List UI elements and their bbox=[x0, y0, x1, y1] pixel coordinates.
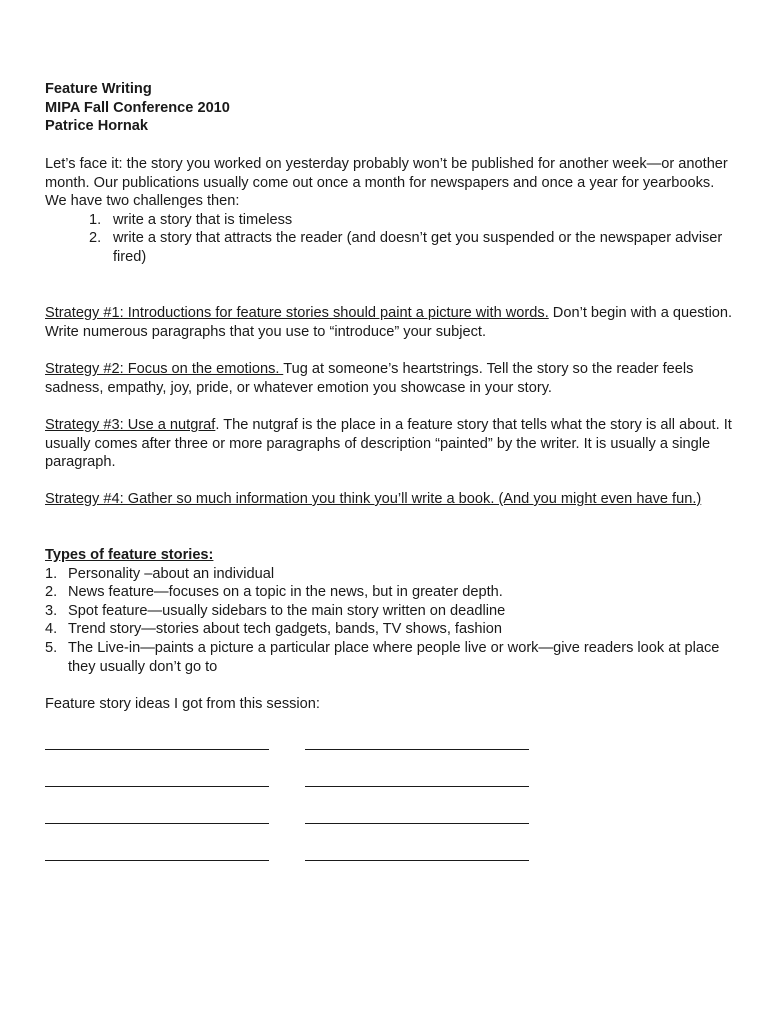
list-number: 2. bbox=[45, 584, 58, 601]
strategy-3 bbox=[45, 416, 735, 472]
blank-line bbox=[45, 809, 269, 824]
strategy-heading: Strategy #4: Gather so much information you think you’ll write a book. (And you might even have fun.) bbox=[45, 491, 702, 507]
list-number: 5. bbox=[45, 639, 58, 656]
list-number: 1. bbox=[45, 565, 58, 582]
section-heading: Types of feature stories: bbox=[45, 547, 214, 563]
list-number: 1. bbox=[89, 211, 102, 228]
blank-line bbox=[305, 846, 529, 861]
blank-row bbox=[45, 735, 565, 772]
blank-line bbox=[305, 772, 529, 787]
list-item bbox=[45, 583, 735, 602]
intro-paragraph: Let’s face it: the story you worked on yesterday probably won’t be published for another week—or another month. Our publications usually come out once a month for newspapers and once a year for yearbooks. bbox=[45, 156, 728, 191]
list-number: 3. bbox=[45, 602, 58, 619]
strategy-1 bbox=[45, 304, 735, 341]
blank-line bbox=[45, 772, 269, 787]
list-text: Spot feature—usually sidebars to the main story written on deadline bbox=[68, 602, 506, 619]
strategy-body: Don’t begin with a question. Write numerous paragraphs that you use to “introduce” your subject. bbox=[45, 305, 733, 340]
conference-name: MIPA Fall Conference 2010 bbox=[45, 99, 230, 116]
list-item bbox=[45, 620, 735, 639]
strategy-heading: Strategy #2: Focus on the emotions. bbox=[45, 361, 284, 377]
list-item bbox=[45, 229, 735, 266]
intro-section bbox=[45, 155, 735, 267]
list-text: write a story that is timeless bbox=[113, 211, 293, 228]
list-number: 2. bbox=[89, 230, 102, 247]
feature-types-list bbox=[45, 565, 735, 677]
list-text: Trend story—stories about tech gadgets, bands, TV shows, fashion bbox=[68, 621, 502, 638]
idea-blank-lines bbox=[45, 735, 565, 883]
author-name: Patrice Hornak bbox=[45, 118, 149, 135]
challenges-list bbox=[45, 211, 735, 267]
blank-row bbox=[45, 809, 565, 846]
blank-line bbox=[305, 735, 529, 750]
list-number: 4. bbox=[45, 621, 58, 638]
blank-line bbox=[305, 809, 529, 824]
strategy-heading: Strategy #1: Introductions for feature stories should paint a picture with words. bbox=[45, 305, 549, 321]
document-title: Feature Writing bbox=[45, 81, 152, 97]
strategy-4 bbox=[45, 490, 735, 509]
blank-line bbox=[45, 846, 269, 861]
list-text: The Live-in—paints a picture a particular place where people live or work—give readers look at place they usually don’t go to bbox=[68, 639, 720, 675]
ideas-prompt: Feature story ideas I got from this session: bbox=[45, 696, 320, 712]
list-item bbox=[45, 602, 735, 621]
blank-row bbox=[45, 846, 565, 883]
challenges-lead: We have two challenges then: bbox=[45, 193, 240, 210]
strategy-body: . The nutgraf is the place in a feature story that tells what the story is all about. It usually comes after three or more paragraphs of description “painted” by the writer. It is usually a single paragraph. bbox=[45, 417, 732, 471]
blank-row bbox=[45, 772, 565, 809]
list-text: News feature—focuses on a topic in the news, but in greater depth. bbox=[68, 584, 503, 601]
strategy-body: Tug at someone’s heartstrings. Tell the story so the reader feels sadness, empathy, joy, pride, or whatever emotion you showcase in your story. bbox=[45, 361, 694, 396]
feature-types-section bbox=[45, 546, 735, 676]
list-text: Personality –about an individual bbox=[68, 565, 275, 582]
strategy-heading: Strategy #3: Use a nutgraf bbox=[45, 417, 216, 433]
list-item bbox=[45, 211, 735, 230]
list-item bbox=[45, 639, 735, 676]
strategy-2 bbox=[45, 360, 735, 397]
blank-line bbox=[45, 735, 269, 750]
list-text: write a story that attracts the reader (and doesn’t get you suspended or the newspaper adviser fired) bbox=[113, 230, 723, 265]
document-header bbox=[45, 80, 735, 136]
list-item bbox=[45, 565, 735, 584]
